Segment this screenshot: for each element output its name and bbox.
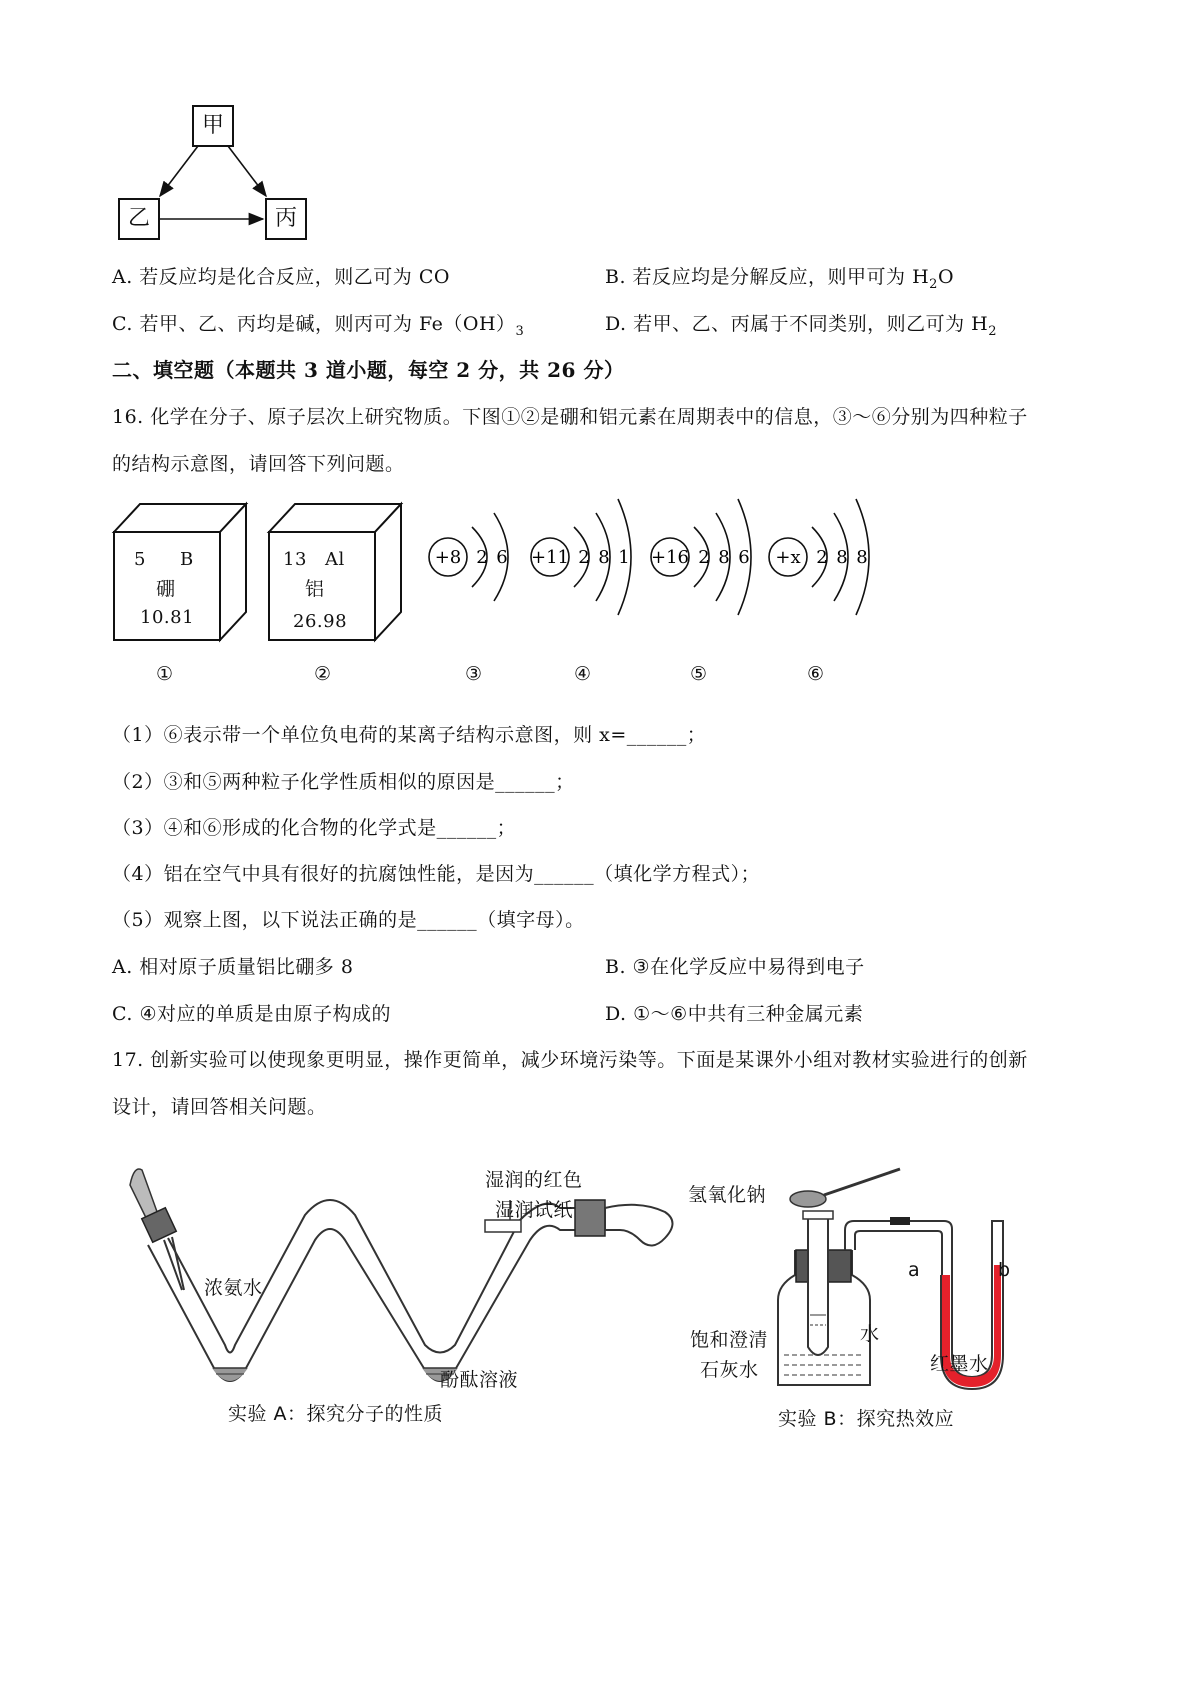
particle-diagram	[651, 499, 751, 615]
particle-diagram	[429, 513, 508, 601]
boron-name: 硼	[156, 578, 176, 600]
label-3: ③	[465, 663, 483, 685]
diagram-box-bing: 丙	[265, 198, 307, 240]
electron-count: 1	[618, 547, 630, 568]
q17-line2: 设计，请回答相关问题。	[112, 1096, 327, 1118]
diagram-box-jia: 甲	[192, 105, 234, 147]
diagram-arrows	[0, 0, 340, 260]
q16-option-d: D. ①～⑥中共有三种金属元素	[605, 1003, 864, 1025]
electron-count: 2	[578, 547, 590, 568]
aluminum-name: 铝	[305, 578, 325, 600]
aluminum-mass: 26.98	[293, 611, 348, 632]
caption-experiment-a: 实验 A：探究分子的性质	[228, 1403, 444, 1425]
electron-count: 2	[816, 547, 828, 568]
particle-diagrams	[410, 495, 890, 630]
label-water: 水	[860, 1323, 880, 1345]
q16-line2: 的结构示意图，请回答下列问题。	[112, 453, 405, 475]
label-b: b	[998, 1259, 1011, 1281]
label-a: a	[908, 1259, 921, 1281]
electron-count: 8	[856, 547, 868, 568]
q15-option-a: A. 若反应均是化合反应，则乙可为 CO	[112, 266, 450, 288]
label-red-ink: 红墨水	[930, 1353, 989, 1375]
boron-number: 5	[134, 549, 146, 570]
q15-option-b: B. 若反应均是分解反应，则甲可为 $H_2O$	[605, 266, 955, 292]
section-heading: 二、填空题（本题共 3 道小题，每空 2 分，共 26 分）	[112, 358, 625, 382]
boron-symbol: B	[180, 549, 194, 570]
diagram-box-yi: 乙	[118, 198, 160, 240]
label-5: ⑤	[690, 663, 708, 685]
subscript: 2	[929, 276, 938, 292]
label-1: ①	[156, 663, 174, 685]
boron-mass: 10.81	[140, 607, 195, 628]
label-6: ⑥	[807, 663, 825, 685]
electron-count: 2	[698, 547, 710, 568]
nucleus-charge: +x	[775, 547, 801, 568]
electron-count: 8	[718, 547, 730, 568]
electron-count: 6	[738, 547, 750, 568]
label-wet-paper-2: 湿润试纸	[495, 1199, 574, 1221]
particle-diagram	[769, 499, 869, 615]
label-ammonia: 浓氨水	[204, 1277, 263, 1299]
subscript: 2	[988, 323, 998, 339]
electron-count: 8	[836, 547, 848, 568]
nucleus-charge: +8	[434, 547, 462, 568]
label-phenolphthalein: 酚酞溶液	[440, 1369, 519, 1391]
q16-sub1: （1）⑥表示带一个单位负电荷的某离子结构示意图，则 x=______；	[112, 724, 707, 746]
q16-sub4: （4）铝在空气中具有很好的抗腐蚀性能，是因为______（填化学方程式）；	[112, 863, 761, 885]
nucleus-charge: +11	[531, 547, 569, 568]
label-wet-paper-1: 湿润的红色	[485, 1169, 583, 1191]
q15-option-d: D. 若甲、乙、丙属于不同类别，则乙可为 $H_2$	[605, 313, 998, 339]
q16-option-a: A. 相对原子质量铝比硼多 8	[112, 956, 354, 978]
electron-count: 2	[476, 547, 488, 568]
nucleus-charge: +16	[651, 547, 689, 568]
subscript: 3	[515, 323, 525, 339]
q16-sub3: （3）④和⑥形成的化合物的化学式是______；	[112, 817, 517, 839]
q16-line1: 16. 化学在分子、原子层次上研究物质。下图①②是硼和铝元素在周期表中的信息，③～⑥分别为四种粒子	[112, 406, 1028, 428]
particle-diagram	[531, 499, 631, 615]
label-limewater-2: 石灰水	[700, 1359, 759, 1381]
q16-sub5: （5）观察上图，以下说法正确的是______（填字母）。	[112, 909, 585, 931]
label-naoh: 氢氧化钠	[688, 1184, 767, 1206]
electron-count: 8	[598, 547, 610, 568]
q15-option-c: C. 若甲、乙、丙均是碱，则丙可为 $Fe(OH)_3$	[112, 313, 525, 339]
label-limewater-1: 饱和澄清	[690, 1329, 769, 1351]
q16-sub2: （2）③和⑤两种粒子化学性质相似的原因是______；	[112, 771, 575, 793]
label-2: ②	[314, 663, 332, 685]
label-4: ④	[574, 663, 592, 685]
electron-count: 6	[496, 547, 508, 568]
q17-line1: 17. 创新实验可以使现象更明显，操作更简单，减少环境污染等。下面是某课外小组对教材实验进行的创新	[112, 1049, 1028, 1071]
aluminum-symbol: Al	[325, 549, 345, 570]
aluminum-number: 13	[283, 549, 307, 570]
caption-experiment-b: 实验 B：探究热效应	[778, 1408, 955, 1430]
q16-option-c: C. ④对应的单质是由原子构成的	[112, 1003, 391, 1025]
q16-option-b: B. ③在化学反应中易得到电子	[605, 956, 865, 978]
